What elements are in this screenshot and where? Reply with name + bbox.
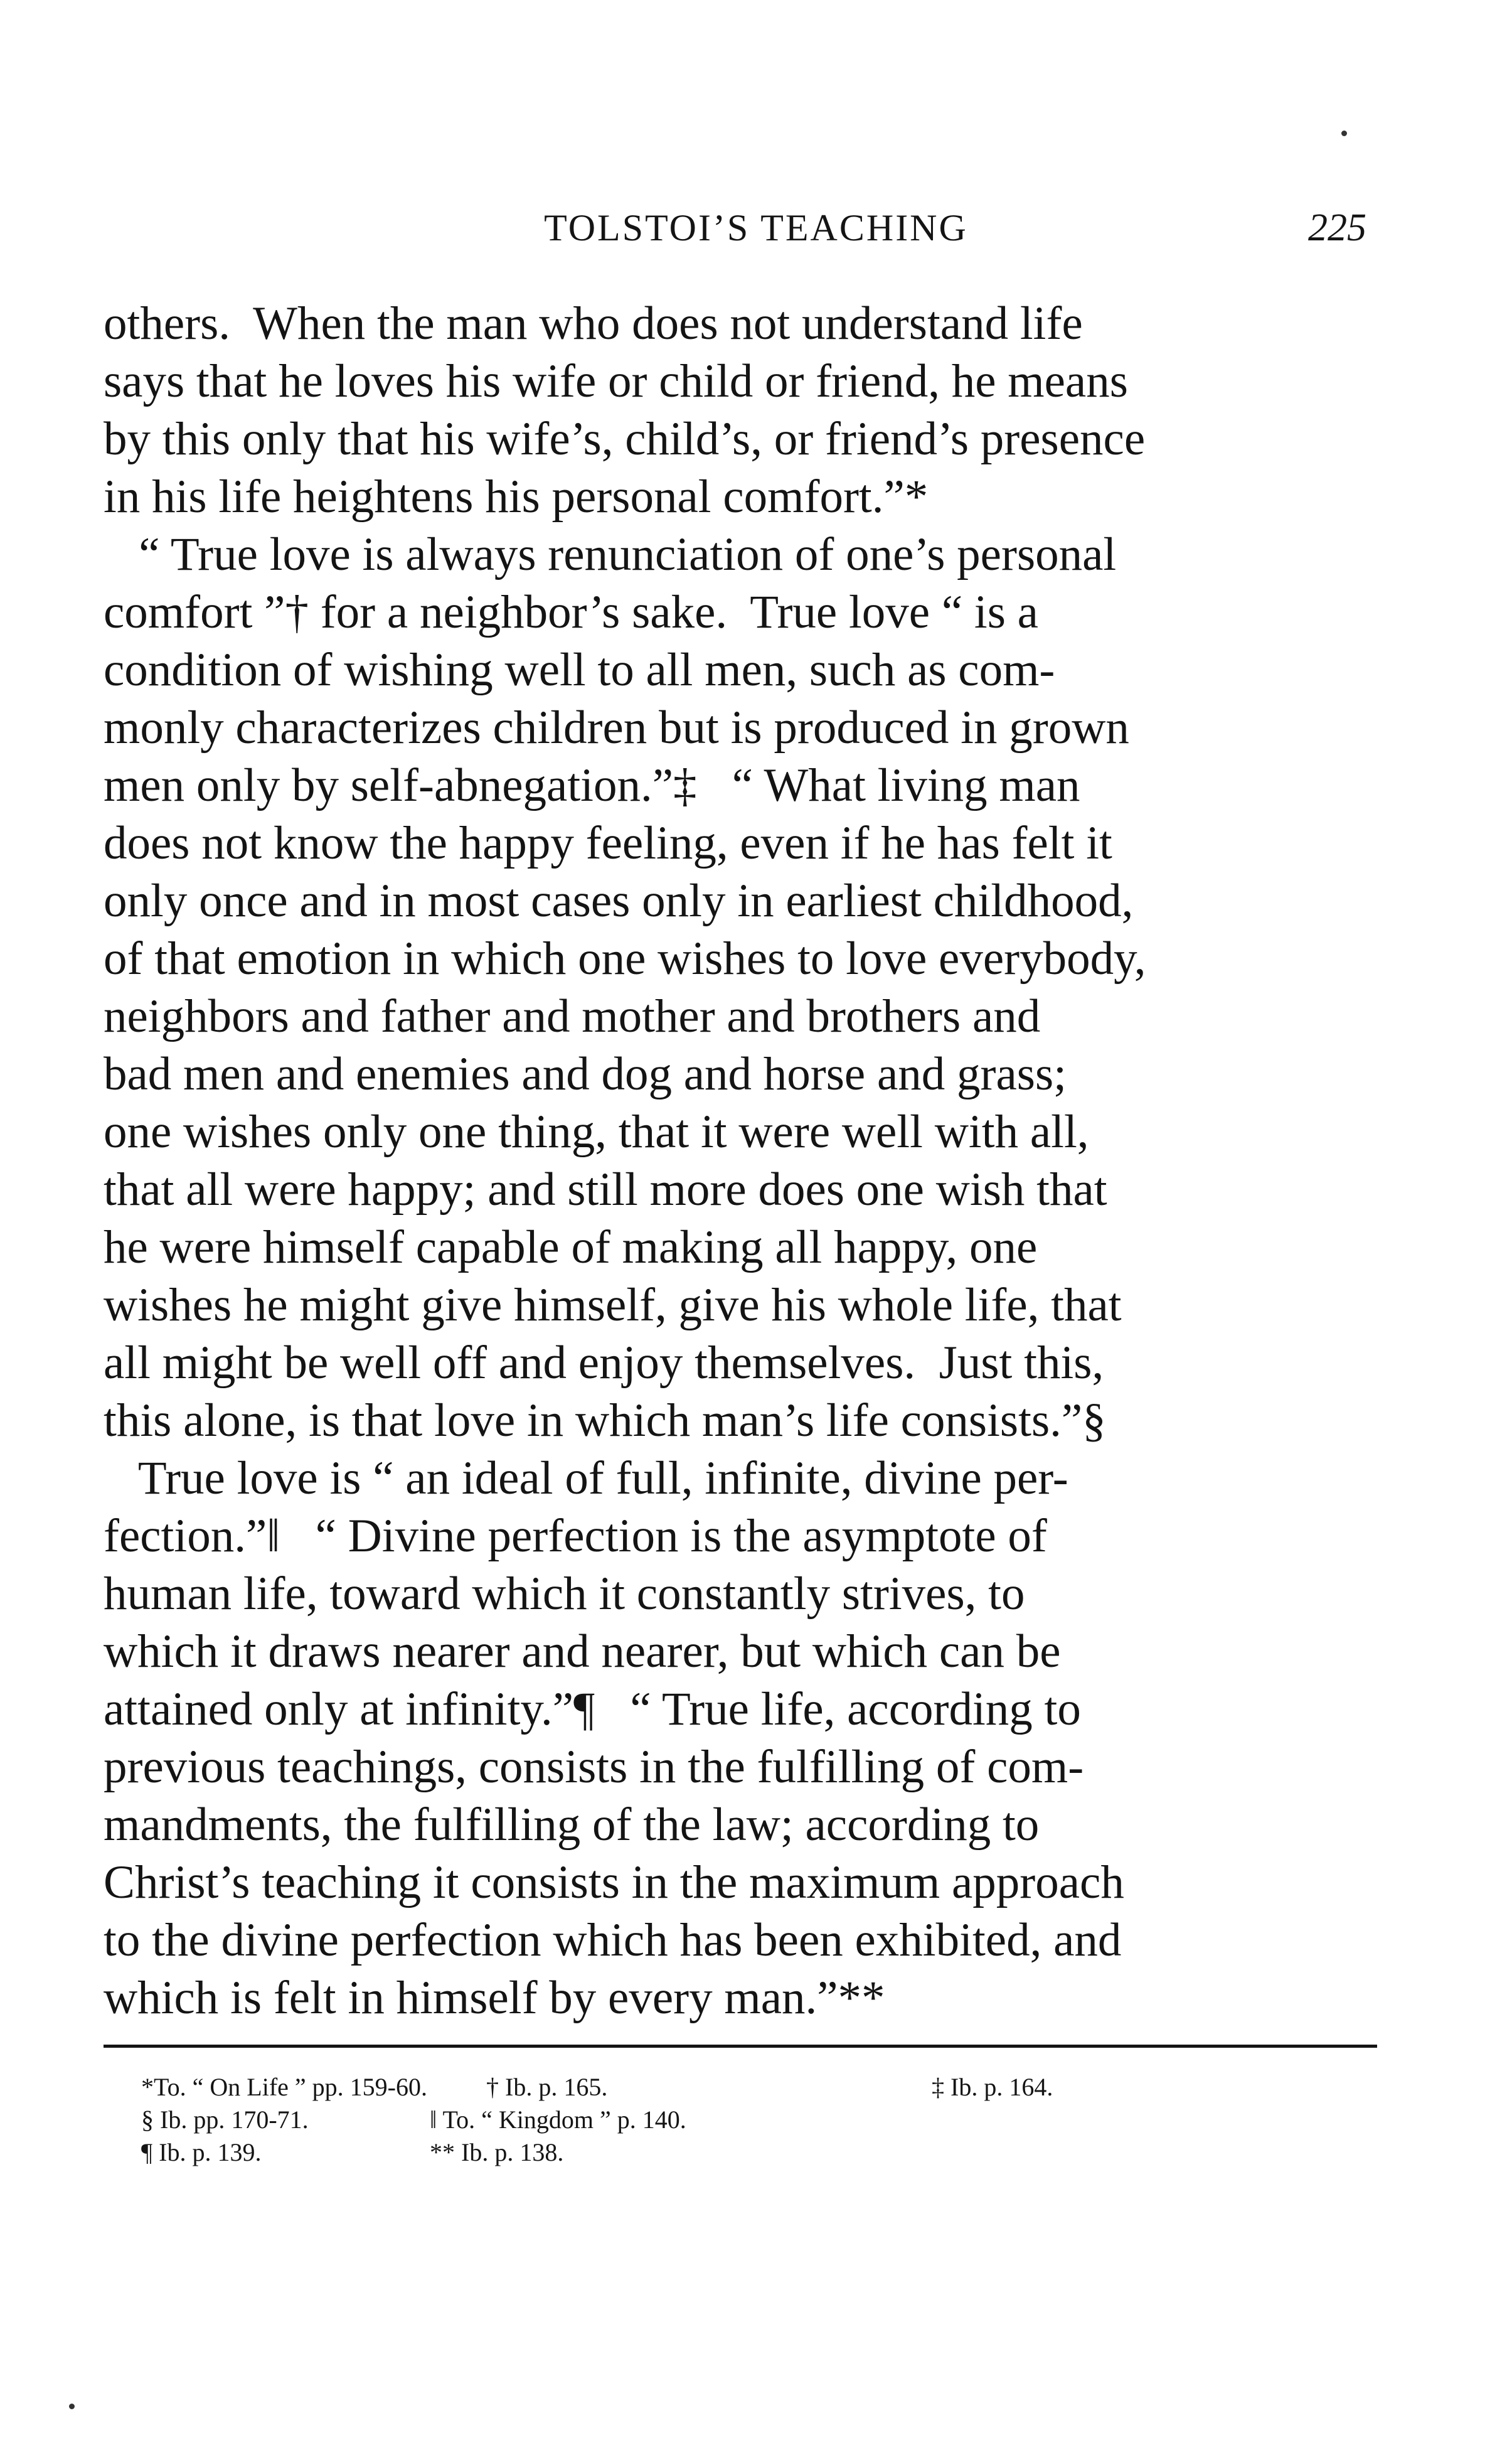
footnote: ‖ To. “ Kingdom ” p. 140. xyxy=(430,2105,686,2134)
text-line: human life, toward which it constantly strives, to xyxy=(104,1568,1025,1620)
text-line: he were himself capable of making all happy, one xyxy=(104,1221,1038,1273)
text-line: that all were happy; and still more does one wish that xyxy=(104,1164,1107,1216)
text-line: men only by self-abnegation.”‡ “ What living man xyxy=(104,759,1080,811)
footnote: *To. “ On Life ” pp. 159-60. xyxy=(141,2073,427,2101)
text-line: wishes he might give himself, give his whole life, that xyxy=(104,1279,1122,1331)
text-line: all might be well off and enjoy themselves. Just this, xyxy=(104,1337,1104,1389)
footnote-row xyxy=(141,2104,1396,2136)
text-line: one wishes only one thing, that it were well with all, xyxy=(104,1106,1089,1158)
text-line: True love is “ an ideal of full, infinite, divine per- xyxy=(104,1452,1068,1504)
footnote: ** Ib. p. 138. xyxy=(430,2138,564,2166)
footnote: § Ib. pp. 170-71. xyxy=(141,2105,309,2134)
text-line: previous teachings, consists in the fulfilling of com- xyxy=(104,1741,1084,1793)
text-line: “ True love is always renunciation of one’s personal xyxy=(104,528,1117,580)
text-line: condition of wishing well to all men, such as com- xyxy=(104,644,1055,696)
text-line: does not know the happy feeling, even if he has felt it xyxy=(104,817,1112,869)
text-line: others. When the man who does not understand life xyxy=(104,297,1083,350)
footnote-row xyxy=(141,2136,1396,2169)
page-speck xyxy=(1341,131,1347,136)
text-line: fection.”‖ “ Divine perfection is the asymptote of xyxy=(104,1510,1047,1562)
text-line: neighbors and father and mother and brothers and xyxy=(104,990,1041,1042)
running-head: TOLSTOI’S TEACHING xyxy=(544,207,968,249)
text-line: comfort ”† for a neighbor’s sake. True love “ is a xyxy=(104,586,1038,638)
text-line: attained only at infinity.”¶ “ True life, according to xyxy=(104,1683,1081,1735)
footnote-row xyxy=(141,2071,1396,2104)
text-line: this alone, is that love in which man’s life consists.”§ xyxy=(104,1394,1106,1447)
text-line: bad men and enemies and dog and horse and grass; xyxy=(104,1048,1067,1100)
footnotes xyxy=(141,2071,1396,2169)
page-number: 225 xyxy=(1308,206,1366,249)
text-line: Christ’s teaching it consists in the maximum approach xyxy=(104,1856,1124,1908)
page-speck xyxy=(69,2404,75,2409)
footnote-divider xyxy=(104,2045,1377,2048)
text-line: in his life heightens his personal comfort.”* xyxy=(104,471,929,523)
text-line: which is felt in himself by every man.”** xyxy=(104,1972,885,2024)
text-line: which it draws nearer and nearer, but which can be xyxy=(104,1625,1061,1677)
footnote: ¶ Ib. p. 139. xyxy=(141,2138,262,2166)
text-line: only once and in most cases only in earliest childhood, xyxy=(104,875,1134,927)
text-line: says that he loves his wife or child or friend, he means xyxy=(104,355,1128,407)
body-text xyxy=(104,295,1396,2027)
footnote: † Ib. p. 165. xyxy=(486,2073,608,2101)
text-line: mandments, the fulfilling of the law; according to xyxy=(104,1799,1040,1851)
text-line: to the divine perfection which has been exhibited, and xyxy=(104,1914,1122,1966)
footnote: ‡ Ib. p. 164. xyxy=(932,2073,1053,2101)
text-line: of that emotion in which one wishes to love everybody, xyxy=(104,933,1146,985)
text-line: by this only that his wife’s, child’s, or friend’s presence xyxy=(104,413,1146,465)
page-header xyxy=(0,200,1512,256)
text-line: monly characterizes children but is produced in grown xyxy=(104,702,1129,754)
